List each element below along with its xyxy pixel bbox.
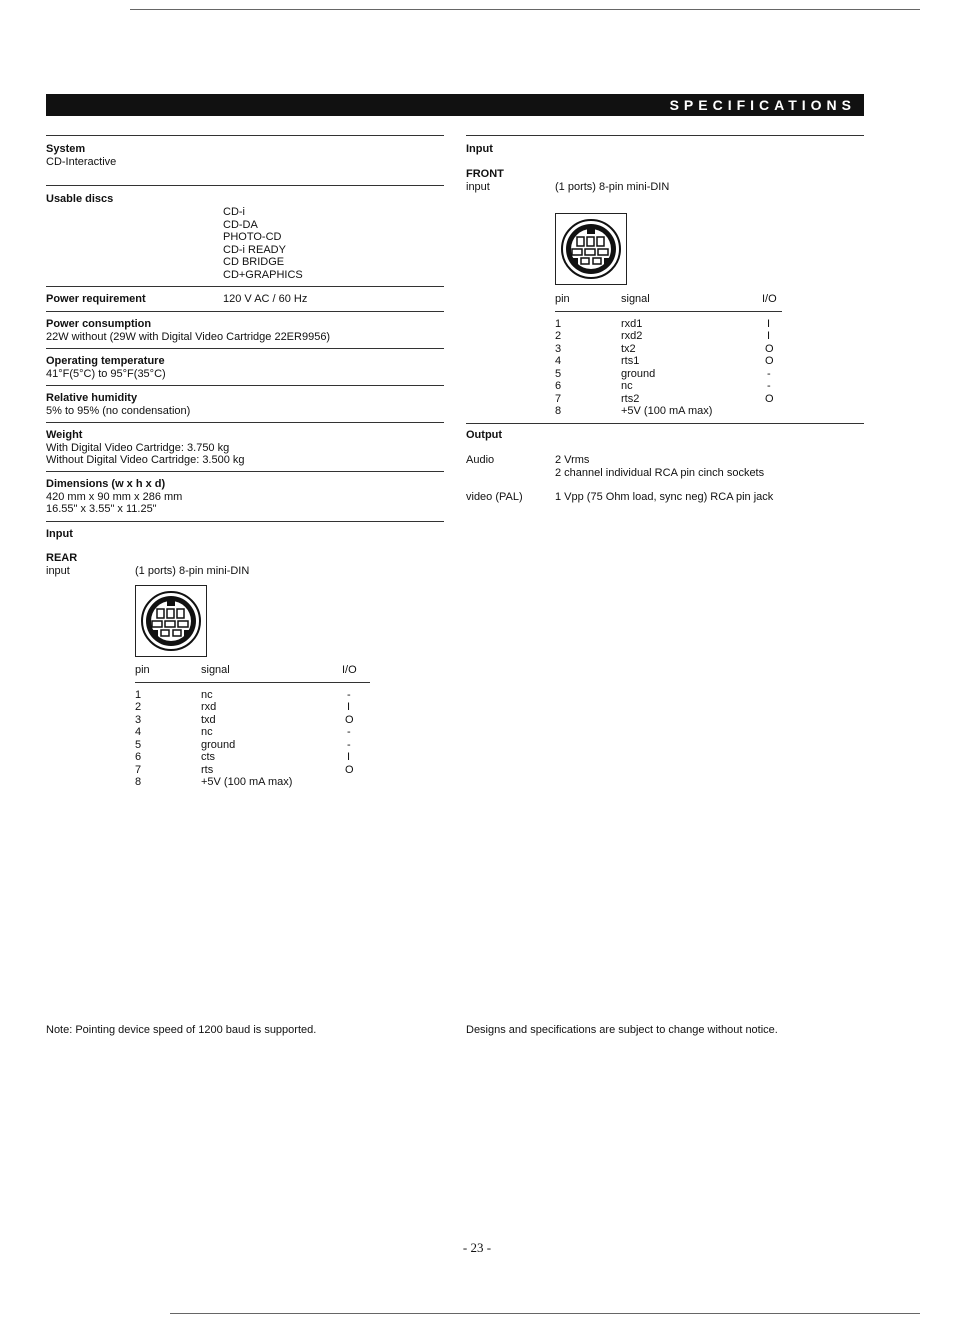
- rear-sub-label: REAR: [46, 552, 78, 564]
- top-edge-rule: [130, 9, 920, 10]
- table-rule: [555, 311, 782, 312]
- front-port-label: input: [466, 180, 490, 193]
- signal-header: signal: [201, 664, 230, 676]
- table-row: [555, 405, 864, 418]
- relative-humidity-value: 5% to 95% (no condensation): [46, 404, 191, 417]
- divider: [46, 471, 444, 472]
- pin-header: pin: [555, 293, 570, 305]
- weight-section: [46, 429, 245, 467]
- pin-cell: 4: [135, 726, 142, 738]
- rear-input-label: Input: [46, 528, 73, 540]
- rear-pin-table: [135, 664, 370, 789]
- pin-cell: 6: [135, 751, 142, 763]
- system-label: System: [46, 143, 86, 155]
- operating-temperature-label: Operating temperature: [46, 355, 165, 367]
- relative-humidity-label: Relative humidity: [46, 392, 138, 404]
- dimensions-label: Dimensions (w x h x d): [46, 478, 166, 490]
- audio-label: Audio: [466, 454, 495, 466]
- divider: [466, 135, 864, 136]
- io-cell: I: [347, 751, 351, 763]
- signal-cell: nc: [201, 726, 213, 738]
- table-header: [555, 293, 864, 306]
- pin-cell: 8: [555, 405, 562, 417]
- video-label: video (PAL): [466, 491, 523, 503]
- divider: [46, 385, 444, 386]
- signal-header: signal: [621, 293, 650, 305]
- io-cell: O: [765, 392, 774, 405]
- io-header: I/O: [342, 664, 357, 676]
- weight-label: Weight: [46, 429, 83, 441]
- signal-cell: rts2: [621, 392, 640, 405]
- weight-line: Without Digital Video Cartridge: 3.500 kg: [46, 454, 245, 466]
- io-cell: O: [345, 713, 354, 726]
- weight-line: With Digital Video Cartridge: 3.750 kg: [46, 441, 230, 454]
- table-row: [135, 751, 370, 764]
- signal-cell: ground: [621, 367, 656, 380]
- signal-cell: tx2: [621, 342, 636, 355]
- table-row: [555, 343, 864, 356]
- signal-cell: rts1: [621, 355, 640, 367]
- specifications-header-bar: [46, 94, 864, 116]
- table-row: [135, 776, 370, 789]
- io-cell: I: [767, 330, 771, 342]
- signal-cell: rts: [201, 763, 214, 776]
- divider: [46, 348, 444, 349]
- pin-cell: 5: [555, 367, 562, 380]
- disc-item: CD BRIDGE: [223, 256, 285, 268]
- table-row: [135, 714, 370, 727]
- audio-values: [555, 454, 764, 479]
- front-port-desc: (1 ports) 8-pin mini-DIN: [555, 181, 670, 193]
- io-header: I/O: [762, 293, 777, 305]
- pin-cell: 4: [555, 355, 562, 367]
- divider: [46, 135, 444, 136]
- power-requirement-value: 120 V AC / 60 Hz: [223, 293, 308, 305]
- signal-cell: +5V (100 mA max): [621, 405, 713, 417]
- operating-temperature-value: 41°F(5°C) to 95°F(35°C): [46, 367, 166, 380]
- rear-port-desc: (1 ports) 8-pin mini-DIN: [135, 565, 250, 577]
- front-port-section: [466, 168, 504, 193]
- disc-item: CD-i: [223, 206, 245, 218]
- usable-discs-list: [223, 206, 303, 281]
- table-row: [135, 701, 370, 714]
- rear-port-section: [46, 552, 77, 577]
- pin-cell: 1: [555, 317, 562, 330]
- table-rule: [135, 682, 370, 683]
- table-row: [555, 368, 864, 381]
- header-title: SPECIFICATIONS: [669, 97, 856, 113]
- mini-din-connector-icon: [555, 213, 627, 285]
- pin-cell: 3: [135, 713, 142, 726]
- pin-cell: 7: [135, 763, 142, 776]
- power-requirement-label: Power requirement: [46, 293, 146, 305]
- system-value: CD-Interactive: [46, 155, 117, 168]
- io-cell: O: [345, 763, 354, 776]
- signal-cell: nc: [621, 380, 633, 392]
- front-pin-table: [555, 293, 864, 418]
- power-consumption-section: [46, 318, 330, 343]
- power-consumption-value: 22W without (29W with Digital Video Cartridge 22ER9956): [46, 330, 331, 343]
- signal-cell: +5V (100 mA max): [201, 776, 293, 788]
- page-number: - 23 -: [462, 1240, 492, 1255]
- pin-header: pin: [135, 664, 150, 676]
- mini-din-connector-icon: [135, 585, 207, 657]
- signal-cell: nc: [201, 688, 213, 701]
- output-label: Output: [466, 429, 503, 441]
- table-row: [135, 689, 370, 702]
- table-row: [135, 764, 370, 777]
- front-sub-label: FRONT: [466, 168, 504, 180]
- signal-cell: rxd1: [621, 317, 643, 330]
- pin-cell: 3: [555, 342, 562, 355]
- front-input-label: Input: [466, 143, 493, 155]
- disc-item: PHOTO-CD: [223, 231, 282, 243]
- pin-cell: 6: [555, 380, 562, 392]
- signal-cell: ground: [201, 738, 236, 751]
- table-row: [555, 380, 864, 393]
- pin-cell: 2: [135, 701, 142, 713]
- divider: [46, 521, 444, 522]
- table-header: [135, 664, 370, 677]
- disc-item: CD-i READY: [223, 243, 286, 256]
- signal-cell: rxd: [201, 701, 217, 713]
- pin-cell: 5: [135, 738, 142, 751]
- divider: [46, 286, 444, 287]
- dimensions-section: [46, 478, 182, 516]
- pin-cell: 1: [135, 688, 142, 701]
- divider: [46, 422, 444, 423]
- table-row: [555, 355, 864, 368]
- pin-cell: 2: [555, 330, 562, 342]
- rear-port-label: input: [46, 564, 70, 577]
- usable-discs-label: Usable discs: [46, 193, 114, 205]
- io-cell: -: [347, 726, 351, 738]
- system-section: [46, 143, 116, 168]
- disc-item: CD+GRAPHICS: [223, 268, 303, 281]
- io-cell: -: [347, 688, 351, 701]
- power-consumption-label: Power consumption: [46, 318, 152, 330]
- divider: [46, 311, 444, 312]
- signal-cell: cts: [201, 751, 216, 763]
- audio-line: 2 channel individual RCA pin cinch sockets: [555, 466, 765, 479]
- divider: [46, 185, 444, 186]
- io-cell: -: [767, 380, 771, 392]
- signal-cell: rxd2: [621, 330, 643, 342]
- relative-humidity-section: [46, 392, 190, 417]
- pin-cell: 7: [555, 392, 562, 405]
- pin-cell: 8: [135, 776, 142, 788]
- disc-item: CD-DA: [223, 218, 258, 231]
- dimensions-line: 16.55" x 3.55" x 11.25": [46, 503, 157, 515]
- dimensions-line: 420 mm x 90 mm x 286 mm: [46, 490, 183, 503]
- io-cell: -: [767, 367, 771, 380]
- signal-cell: txd: [201, 713, 216, 726]
- table-row: [555, 318, 864, 331]
- table-row: [135, 726, 370, 739]
- video-value: 1 Vpp (75 Ohm load, sync neg) RCA pin jack: [555, 491, 774, 503]
- table-row: [555, 330, 864, 343]
- disclaimer-text: Designs and specifications are subject to change without notice.: [466, 1024, 778, 1036]
- bottom-edge-rule: [170, 1313, 920, 1314]
- table-row: [135, 739, 370, 752]
- note-text: Note: Pointing device speed of 1200 baud is supported.: [46, 1024, 317, 1036]
- io-cell: -: [347, 738, 351, 751]
- io-cell: O: [765, 355, 774, 367]
- io-cell: O: [765, 342, 774, 355]
- divider: [466, 423, 864, 424]
- table-row: [555, 393, 864, 406]
- operating-temperature-section: [46, 355, 166, 380]
- io-cell: I: [347, 701, 351, 713]
- io-cell: I: [767, 317, 771, 330]
- audio-line: 2 Vrms: [555, 454, 590, 466]
